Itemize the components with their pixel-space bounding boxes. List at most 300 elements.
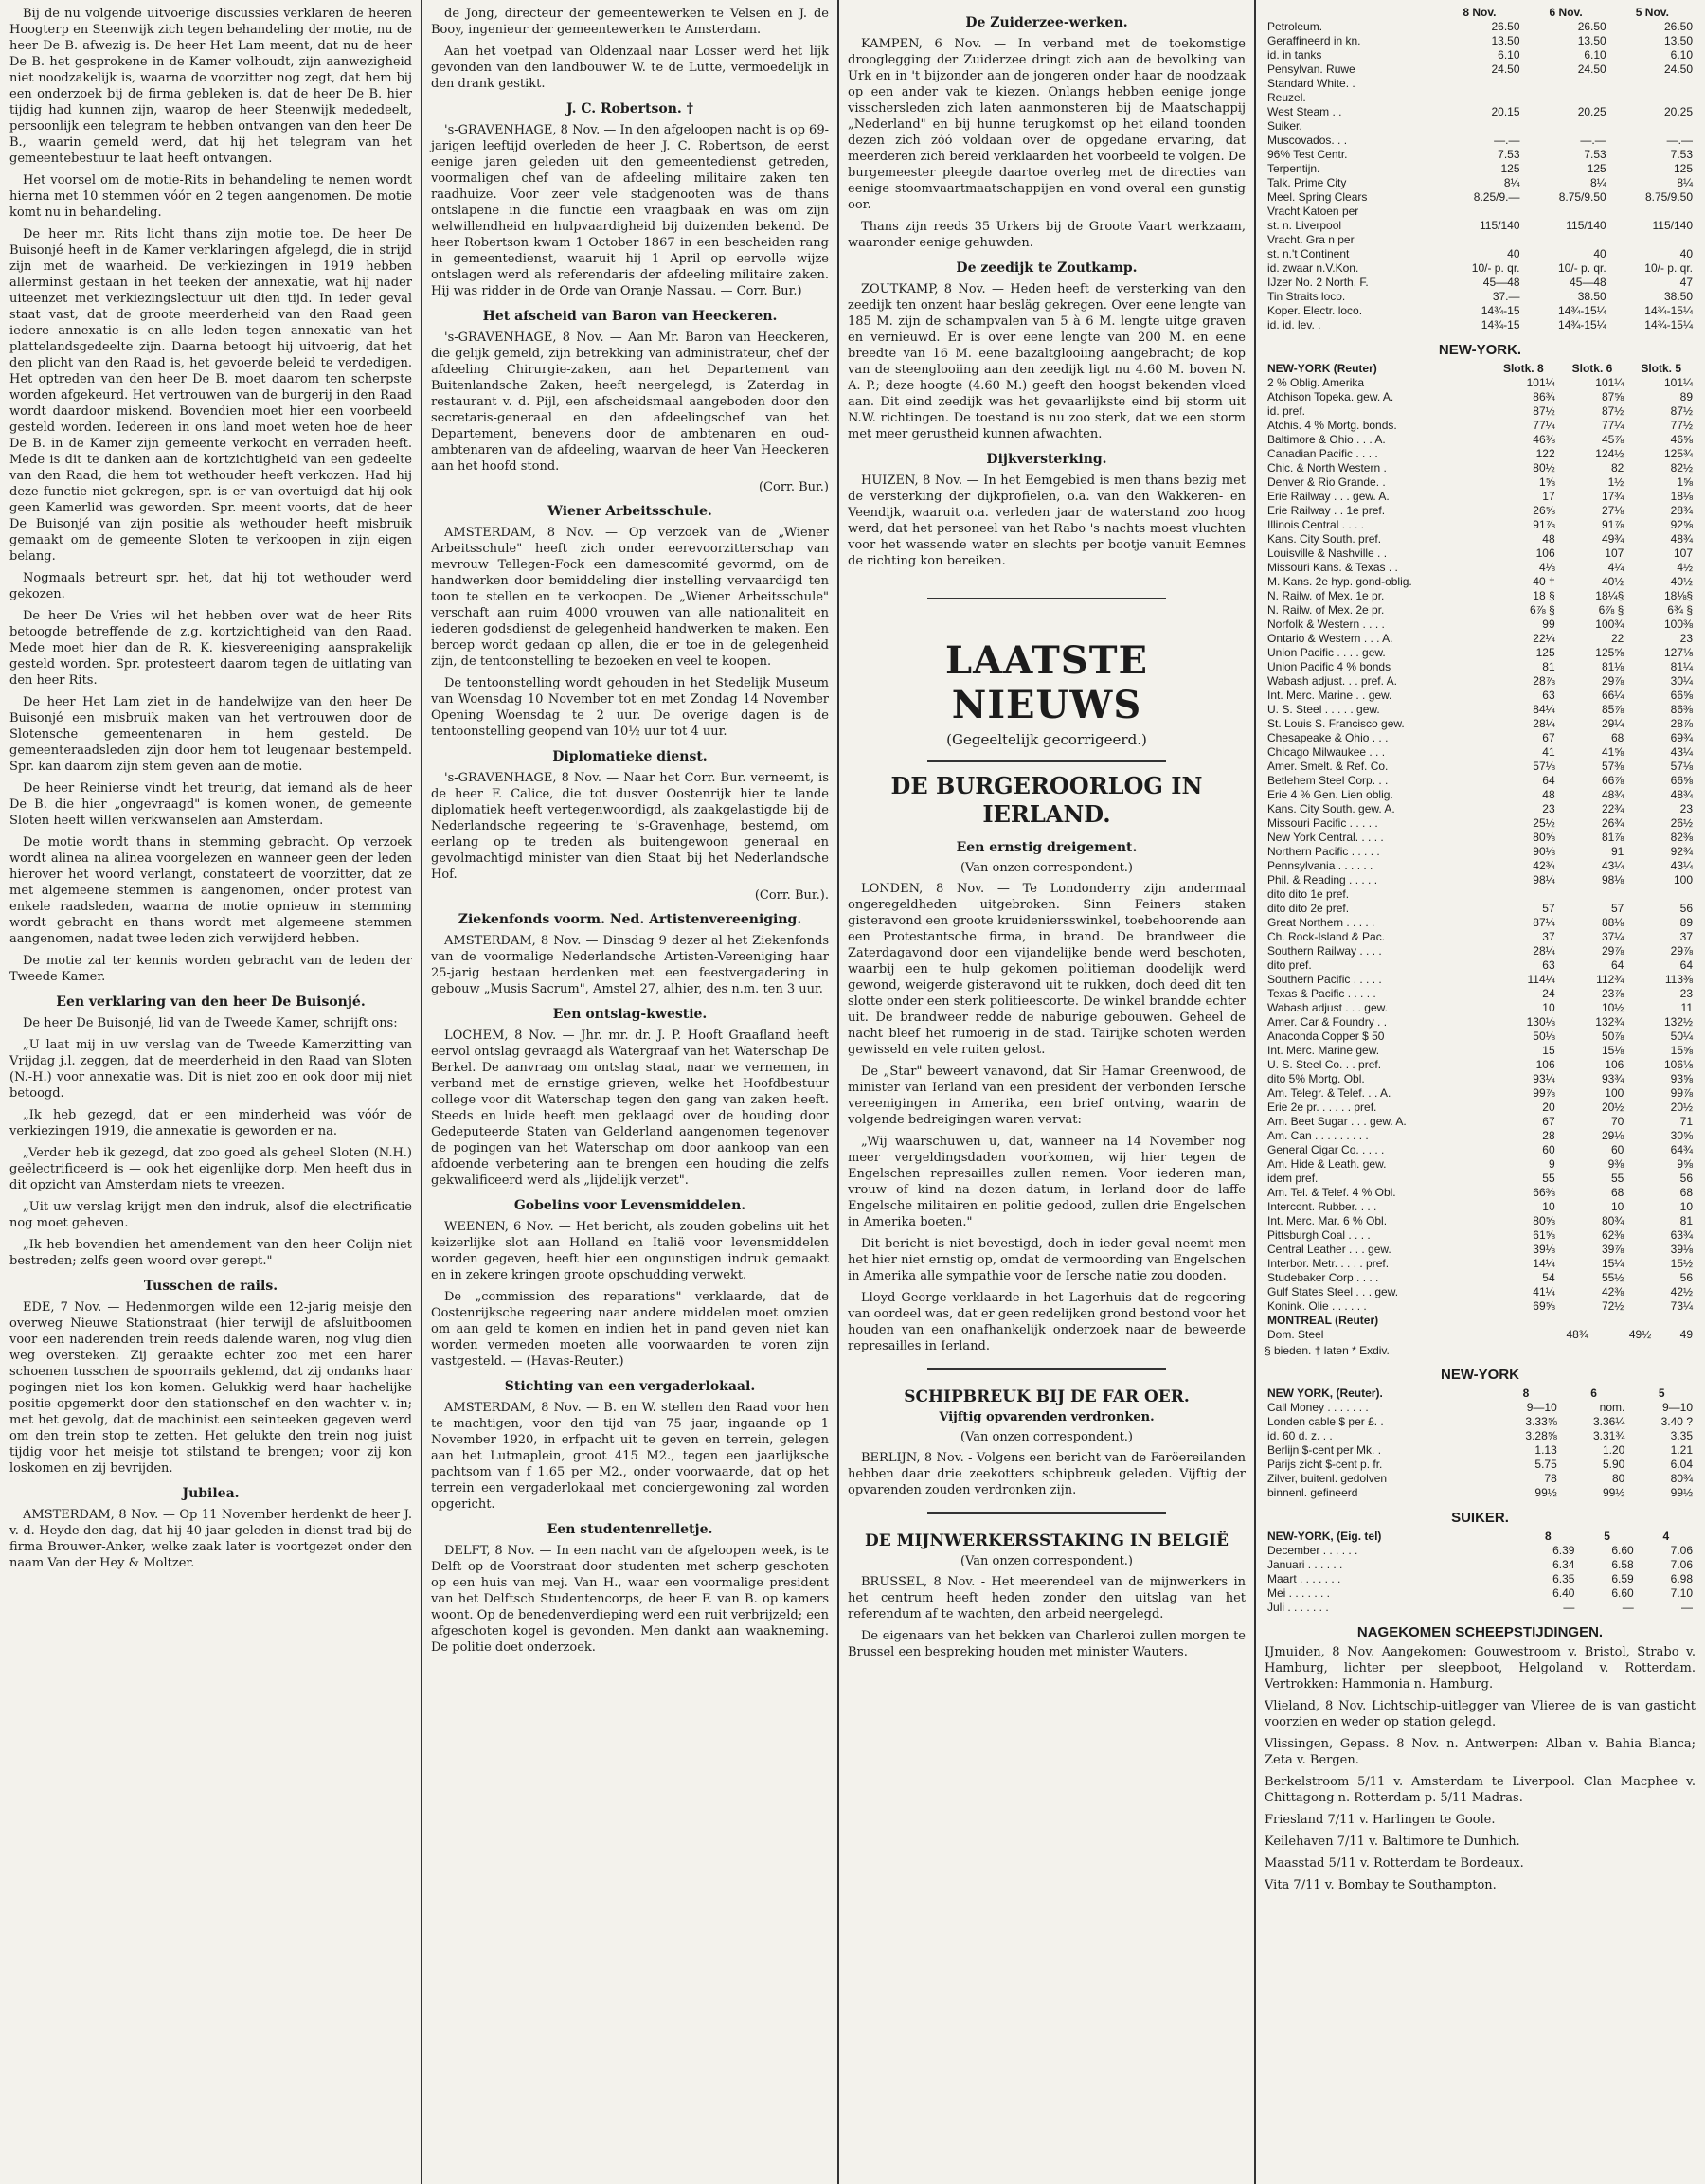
row-value: 28⅞ <box>1533 674 1555 688</box>
row-value: 6.60 <box>1611 1544 1634 1557</box>
row-value: 20.15 <box>1491 105 1520 118</box>
row-value: 10/- p. qr. <box>1644 261 1693 275</box>
stock-row <box>1265 674 1696 689</box>
row-value: 73¼ <box>1670 1299 1693 1313</box>
sugar-row <box>1265 1544 1696 1558</box>
row-value: 64¾ <box>1670 1143 1693 1156</box>
row-value: 55½ <box>1601 1271 1624 1284</box>
montreal-table <box>1265 1314 1696 1342</box>
stock-row <box>1265 774 1696 788</box>
row-value: 39⅞ <box>1601 1243 1624 1256</box>
stock-row <box>1265 1058 1696 1072</box>
article-paragraph: de Jong, directeur der gemeentewerken te Velsen en J. de Booy, ingenieur der gemeentewerken te Amsterdam. <box>431 7 829 37</box>
row-value: 127⅛ <box>1663 646 1693 659</box>
row-value: 81⅞ <box>1601 831 1624 844</box>
row-value: 45—48 <box>1570 276 1606 289</box>
stock-row <box>1265 887 1696 902</box>
shipping-heading: NAGEKOMEN SCHEEPSTIJDINGEN. <box>1356 1624 1604 1640</box>
row-value: 125¾ <box>1663 447 1693 460</box>
row-label: Int. Merc. Marine gew. <box>1267 1044 1380 1057</box>
row-value: 99½ <box>1603 1486 1625 1499</box>
row-label: Pensylvan. Ruwe <box>1267 63 1355 76</box>
row-value: 1½ <box>1607 475 1624 489</box>
row-value: 130⅛ <box>1526 1015 1555 1029</box>
row-label: Central Leather . . . gew. <box>1267 1243 1391 1256</box>
row-value: 1⅝ <box>1677 475 1693 489</box>
article-paragraph: BRUSSEL, 8 Nov. - Het meerendeel van de mijnwerkers in het centrum heeft heden zonder den uitslag van het referendum af te wachten, den arbeid neergelegd. <box>848 1575 1246 1621</box>
commodity-row <box>1265 190 1696 205</box>
row-value: 28¼ <box>1533 717 1555 730</box>
row-value: 7.10 <box>1670 1586 1693 1600</box>
row-value: 25½ <box>1533 816 1555 830</box>
row-value: 46⅜ <box>1533 433 1555 446</box>
row-value: 42¾ <box>1533 859 1555 872</box>
row-value: 3.31¾ <box>1592 1429 1625 1442</box>
article-paragraph: WEENEN, 6 Nov. — Het bericht, als zouden gobelins uit het keizerlijke slot aan Holland en Italië voor levensmiddelen worden gegeven, heeft hier een ongunstigen indruk gemaakt en in zekere kringen groote opschudding verwekt. <box>431 1220 829 1282</box>
stock-row <box>1265 1129 1696 1143</box>
row-label: Januari . . . . . . <box>1267 1558 1343 1571</box>
row-label: Talk. Prime City <box>1267 176 1347 189</box>
row-value: 24.50 <box>1491 63 1520 76</box>
row-value: 26⅝ <box>1533 504 1555 517</box>
table-header-row <box>1265 6 1696 20</box>
row-value: 78 <box>1544 1472 1557 1485</box>
row-value: 6.59 <box>1611 1572 1634 1585</box>
article-heading: Een studentenrelletje. <box>547 1522 713 1537</box>
article-paragraph: Vlieland, 8 Nov. Lichtschip-uitlegger van Vlieree de is van gasticht voorzien en weder op station gelegd. <box>1265 1699 1696 1729</box>
article-paragraph: AMSTERDAM, 8 Nov. — Op 11 November herdenkt de heer J. v. d. Heyde den dag, dat hij 40 jaar geleden in dienst trad bij de firma Brouwer-Anker, welke zaak later is voortgezet onder den naam Van der Hey & Moltzer. <box>9 1508 412 1570</box>
row-label: Am. Telegr. & Telef. . . A. <box>1267 1086 1391 1100</box>
commodities-table <box>1265 6 1696 332</box>
row-value: 92⅝ <box>1670 518 1693 531</box>
stock-row <box>1265 589 1696 603</box>
stock-row <box>1265 404 1696 419</box>
article-paragraph: „Uit uw verslag krijgt men den indruk, alsof die electrificatie nog moet geheven. <box>9 1200 412 1230</box>
article-paragraph: ZOUTKAMP, 8 Nov. — Heden heeft de versterking van den zeedijk ten onzent haar besläg gekregen. Over eene lengte van 185 M. zijn de schampvalen van 5 à 6 M. lengte uitge graven en vernieuwd. Er is over eene lengte van 200 M. en eene breedte van 16 M. eene bazaltglooiing aangebracht; de kop van de steenglooiing aan den zeedijk ligt nu 4.60 M. boven N. A. P.; deze hoogte (4.60 M.) geeft den hoogst bekenden vloed aan. Dit eind zeedijk was het gevaarlijkste eind bij storm uit N.W. richtingen. De toestand is nu zoo sterk, dat we een storm met meer gerustheid kunnen afwachten. <box>848 282 1246 441</box>
column-header <box>1654 1314 1696 1328</box>
shipwreck-subheadline: Vijftig opvarenden verdronken. <box>939 1410 1155 1424</box>
article-paragraph: AMSTERDAM, 8 Nov. — Dinsdag 9 dezer al het Ziekenfonds van de voormalige Nederlandsche Artisten-Vereeniging haar 25-jarig bestaan herdenken met een feestvergadering in gebouw „Musis Sacrum", Amstel 27, alhier, des n.m. ten 3 uur. <box>431 934 829 996</box>
row-label: General Cigar Co. . . . . <box>1267 1143 1385 1156</box>
money-row <box>1265 1443 1696 1458</box>
table-header-row <box>1265 1387 1696 1401</box>
row-label: dito 5% Mortg. Obl. <box>1267 1072 1365 1085</box>
row-value: 3.28⅝ <box>1525 1429 1557 1442</box>
row-value: 47 <box>1679 276 1693 289</box>
row-value: 9—10 <box>1661 1401 1693 1414</box>
money-row <box>1265 1486 1696 1500</box>
row-value: 7.06 <box>1670 1544 1693 1557</box>
row-label: Dom. Steel <box>1267 1328 1324 1341</box>
stock-row <box>1265 1299 1696 1314</box>
row-value: 6.60 <box>1611 1586 1634 1600</box>
row-value: 62⅜ <box>1601 1228 1624 1242</box>
sugar-heading: SUIKER. <box>1451 1510 1509 1526</box>
row-label: id. in tanks <box>1267 48 1322 62</box>
row-value: 8.75/9.50 <box>1644 190 1693 204</box>
row-value: 107 <box>1605 546 1624 560</box>
row-value: 15 <box>1542 1044 1555 1057</box>
row-value: 82⅜ <box>1670 831 1693 844</box>
row-value: 20½ <box>1670 1101 1693 1114</box>
row-value: 98¼ <box>1533 873 1555 886</box>
row-value: 10 <box>1542 1001 1555 1014</box>
row-label: Erie 2e pr. . . . . . pref. <box>1267 1101 1377 1114</box>
row-value: 49 <box>1679 1328 1693 1341</box>
row-label: Baltimore & Ohio . . . A. <box>1267 433 1386 446</box>
row-value: 63 <box>1542 689 1555 702</box>
row-value: 6¾ § <box>1667 603 1693 617</box>
row-label: Missouri Pacific . . . . . <box>1267 816 1378 830</box>
row-label: 2 % Oblig. Amerika <box>1267 376 1365 389</box>
row-value <box>1609 77 1696 91</box>
row-value: 67 <box>1542 1115 1555 1128</box>
row-value: 23 <box>1679 802 1693 815</box>
stock-row <box>1265 1044 1696 1058</box>
commodity-row <box>1265 304 1696 318</box>
row-label: St. Louis S. Francisco gew. <box>1267 717 1405 730</box>
column-header <box>1265 6 1436 20</box>
row-value: 29⅞ <box>1601 944 1624 958</box>
strike-article <box>848 1574 1246 1660</box>
row-value: 106 <box>1535 546 1555 560</box>
stocks-table <box>1265 362 1696 1314</box>
article-paragraph: De motie zal ter kennis worden gebracht van de leden der Tweede Kamer. <box>9 954 412 984</box>
row-value: 81 <box>1679 1214 1693 1227</box>
row-value: — <box>1622 1601 1634 1614</box>
row-value: 4⅛ <box>1538 561 1555 574</box>
row-value: 70 <box>1610 1115 1624 1128</box>
stock-row <box>1265 689 1696 703</box>
row-value: 57⅛ <box>1533 760 1555 773</box>
row-label: Erie 4 % Gen. Lien oblig. <box>1267 788 1393 801</box>
row-label: Am. Can . . . . . . . . . <box>1267 1129 1369 1142</box>
stock-row <box>1265 788 1696 802</box>
row-label: Geraffineerd in kn. <box>1267 34 1361 47</box>
table-header-row <box>1265 1530 1696 1544</box>
row-value: 46⅝ <box>1670 433 1693 446</box>
article-paragraph: De „commission des reparations" verklaarde, dat de Oostenrijksche regeering naar andere middelen moet omzien om aan geld te komen en indien het in pand geven niet kan worden vermeden moeten alle voorwaarden te voren zijn vastgesteld. — (Havas-Reuter.) <box>431 1290 829 1369</box>
row-value: 23 <box>1679 632 1693 645</box>
row-value: 13.50 <box>1491 34 1520 47</box>
row-value: 1.21 <box>1670 1443 1693 1457</box>
row-value: 6⅞ § <box>1529 603 1555 617</box>
row-value: 22 <box>1610 632 1624 645</box>
stock-row <box>1265 1285 1696 1299</box>
row-value <box>1436 77 1522 91</box>
article-heading: Jubilea. <box>182 1486 240 1501</box>
row-value: 125 <box>1500 162 1520 175</box>
stock-row <box>1265 1243 1696 1257</box>
row-value: 115/140 <box>1480 219 1520 232</box>
row-label: Anaconda Copper $ 50 <box>1267 1029 1385 1043</box>
column-header: 8 <box>1522 1387 1530 1400</box>
stock-row <box>1265 390 1696 404</box>
row-label: IJzer No. 2 North. F. <box>1267 276 1369 289</box>
row-label: Chic. & North Western . <box>1267 461 1387 474</box>
row-value: 6.10 <box>1498 48 1520 62</box>
stock-row <box>1265 518 1696 532</box>
row-value: 77¼ <box>1533 419 1555 432</box>
article-heading: Dijkversterking. <box>986 452 1107 467</box>
row-value: 122 <box>1535 447 1555 460</box>
article-paragraph: Berkelstroom 5/11 v. Amsterdam te Liverpool. Clan Macphee v. Chittagong n. Rotterdam p. 5/11 Madras. <box>1265 1775 1696 1805</box>
row-value: 5.75 <box>1534 1458 1557 1471</box>
row-label: 96% Test Centr. <box>1267 148 1348 161</box>
row-value: 125⅝ <box>1595 646 1624 659</box>
row-value: 27⅛ <box>1601 504 1624 517</box>
stocks-legend: § bieden. † laten * Exdiv. <box>1265 1344 1390 1357</box>
row-label: Kans. City South. gew. A. <box>1267 802 1395 815</box>
ornamental-rule <box>927 760 1166 762</box>
row-label: Konink. Olie . . . . . . <box>1267 1299 1367 1313</box>
stock-row <box>1265 618 1696 632</box>
shipping-news <box>1265 1644 1696 1893</box>
row-value <box>1436 91 1522 105</box>
article-paragraph: De heer Reinierse vindt het treurig, dat iemand als de heer De B. die hier „ongevraagd" is komen wonen, de gemeente Sloten heeft willen verkwanselen aan Amsterdam. <box>9 781 412 828</box>
row-label: M. Kans. 2e hyp. gond-oblig. <box>1267 575 1412 588</box>
money-row <box>1265 1429 1696 1443</box>
ornamental-rule <box>927 1368 1166 1370</box>
row-value: 48 <box>1542 532 1555 546</box>
row-label: Pittsburgh Coal . . . . <box>1267 1228 1371 1242</box>
row-value: 48¾ <box>1670 788 1693 801</box>
commodity-row <box>1265 219 1696 233</box>
row-label: Int. Merc. Marine . . gew. <box>1267 689 1392 702</box>
stock-row <box>1265 1200 1696 1214</box>
row-value: 10 <box>1610 1200 1624 1213</box>
row-value: 93⅝ <box>1670 1072 1693 1085</box>
row-value: 40 <box>1593 247 1606 260</box>
stock-row <box>1265 802 1696 816</box>
row-value: 8.25/9.— <box>1473 190 1520 204</box>
article-heading: Het afscheid van Baron van Heeckeren. <box>482 309 778 324</box>
article-heading: Stichting van een vergaderlokaal. <box>504 1379 756 1394</box>
row-value: 41 <box>1542 745 1555 759</box>
row-value: 48¾ <box>1566 1328 1588 1341</box>
stock-row <box>1265 660 1696 674</box>
ireland-headline: DE BURGEROORLOG IN IERLAND. <box>890 772 1203 828</box>
row-value: — <box>1681 1601 1693 1614</box>
row-value: 22¼ <box>1533 632 1555 645</box>
row-value: 6.58 <box>1611 1558 1634 1571</box>
article-credit: (Corr. Bur.). <box>754 888 829 903</box>
stock-row <box>1265 632 1696 646</box>
row-label: New York Central. . . . . <box>1267 831 1384 844</box>
row-label: Am. Beet Sugar . . . gew. A. <box>1267 1115 1407 1128</box>
row-value: 124½ <box>1595 447 1624 460</box>
article-paragraph: Nogmaals betreurt spr. het, dat hij tot wethouder werd gekozen. <box>9 571 412 601</box>
row-value: 38.50 <box>1577 290 1606 303</box>
stock-row <box>1265 376 1696 390</box>
row-label: Koper. Electr. loco. <box>1267 304 1363 317</box>
row-value: 66⅝ <box>1670 774 1693 787</box>
column-header: NEW YORK, (Reuter). <box>1267 1387 1383 1400</box>
table-header-row <box>1265 362 1696 376</box>
row-value: 88⅛ <box>1601 916 1624 929</box>
article-paragraph: Maasstad 5/11 v. Rotterdam te Bordeaux. <box>1265 1856 1524 1871</box>
sugar-table <box>1265 1530 1696 1615</box>
row-value: 38.50 <box>1663 290 1693 303</box>
row-value: 1⅝ <box>1538 475 1555 489</box>
row-value: 48¾ <box>1670 532 1693 546</box>
article-paragraph: Dit bericht is niet bevestigd, doch in ieder geval neemt men het hier niet ernstig op, omdat de vermoording van Engelschen in Amerika alle sympathie voor de Iersche natie zou dooden. <box>848 1237 1246 1283</box>
row-value: 50⅛ <box>1533 1029 1555 1043</box>
row-value: 41⅝ <box>1601 745 1624 759</box>
row-label: Wabash adjust . . . gew. <box>1267 1001 1388 1014</box>
row-value <box>1436 233 1522 247</box>
row-value: 72½ <box>1601 1299 1624 1313</box>
row-value: 63¾ <box>1670 1228 1693 1242</box>
article-paragraph: IJmuiden, 8 Nov. Aangekomen: Gouwestroom v. Bristol, Strabo v. Hamburg, lichter per sleepboot, Helgoland v. Rotterdam. Vertrokken: Hammonia n. Hamburg. <box>1265 1645 1696 1692</box>
row-label: dito pref. <box>1267 958 1312 972</box>
row-value: 9⅜ <box>1607 1157 1624 1171</box>
row-value: 28¼ <box>1533 944 1555 958</box>
ornamental-rule <box>927 598 1166 600</box>
article-paragraph: 's-GRAVENHAGE, 8 Nov. — Aan Mr. Baron van Heeckeren, die gelijk gemeld, zijn betrekking van administrateur, chef der afdeeling Chirurgie-zaken, aan het Departement van Buitenlandsche Zaken, heeft neergelegd, is Zaterdag in restaurant v. d. Pijl, een afscheidsmaal aangeboden door den secretaris-generaal en den afdeelingschef van het Departement, benevens door de ambtenaren en oud-ambtenaren van de afdeeling, waarvan de heer Van Heeckeren aan het hoofd stond. <box>431 331 829 474</box>
row-value: 99½ <box>1670 1486 1693 1499</box>
row-value: —.— <box>1666 134 1693 147</box>
article-paragraph: De „Star" beweert vanavond, dat Sir Hamar Greenwood, de minister van Ierland van een president der verbonden Iersche vereenigingen in Amerika, een brief ontving, waarin de volgende bedreigingen waren vervat: <box>848 1065 1246 1127</box>
row-value: 60 <box>1610 1143 1624 1156</box>
row-value: 3.40 ? <box>1660 1415 1693 1428</box>
article-paragraph: 's-GRAVENHAGE, 8 Nov. — Naar het Corr. Bur. verneemt, is de heer F. Calice, die tot dusver Oostenrijk hier te lande diplomatiek heeft vertegenwoordigd, als zaakgelastigde bij de Nederlandsche regeering te 's-Gravenhage, bestemd, om eerlang op te treden als buitengewoon generaal en gevolmachtigd minister van dien Staat bij het Nederlandsche Hof. <box>431 771 829 882</box>
column-header: 8 <box>1544 1530 1552 1543</box>
stock-row <box>1265 646 1696 660</box>
row-value: 57 <box>1610 902 1624 915</box>
article-paragraph: De heer Het Lam ziet in de handelwijze van den heer De Buisonjé een misbruik maken van het vertrouwen door de Slotensche gemeentenaren in hem gesteld. De gemeenteraadsleden zijn door hem tot leugenaar bestempeld. Spr. kan daarom zijn stem geven aan de motie. <box>9 695 412 774</box>
article-paragraph: De heer mr. Rits licht thans zijn motie toe. De heer De Buisonjé heeft in de Kamer verklaringen afgelegd, die in strijd zijn met de waarheid. De verkiezingen in 1919 hebben allerminst gestaan in het teeken der annexatie, wat hij nader uiteenzet met verkiezingslectuur uit dien tijd. In ieder geval staat vast, dat de groote meerderheid van den Raad geen iedere annexatie is en alle leden tegen annexatie van het plattelandsgedeelte zijn. Daarna betoogt hij uitvoerig, dat het den plicht van den Raad is, het gevoerde beleid te verdedigen. Het optreden van den heer De B. moet daarom ten scherpste worden afgekeurd. Het vertrouwen van de burgerij in den Raad wordt daardoor miskend. Bovendien moet hier een voorbeeld gesteld worden. Iedereen in ons land moet weten hoe de heer De B. in de Kamer zijn gemeente verkocht en verraden heeft. Mede is dit te danken aan de kortzichtigheid van een gedeelte van den Raad, die hem tot wethouder heeft verkozen. Had hij deze functie niet gekregen, spr. is er van overtuigd dat hij ook geen Kamerlid was geworden. Spr. meent voorts, dat de heer De Buisonjé van zijn positie als wethouder heeft misbruik gemaakt om de gemeente Sloten te verkoopen in zijn eigen belang. <box>9 227 412 564</box>
stock-row <box>1265 717 1696 731</box>
row-label: Parijs zicht $-cent p. fr. <box>1267 1458 1383 1471</box>
commodity-row <box>1265 162 1696 176</box>
column-header: NEW-YORK (Reuter) <box>1267 362 1377 375</box>
row-value: 80⅝ <box>1533 1214 1555 1227</box>
row-value: 4½ <box>1677 561 1693 574</box>
row-value: 6.40 <box>1552 1586 1575 1600</box>
row-value: 8¼ <box>1503 176 1520 189</box>
row-value <box>1523 77 1609 91</box>
row-value: 42⅜ <box>1601 1285 1624 1298</box>
row-value: 99⅞ <box>1670 1086 1693 1100</box>
article-paragraph: De heer De Buisonjé, lid van de Tweede Kamer, schrijft ons: <box>23 1016 398 1030</box>
row-label: st. n.'t Continent <box>1267 247 1350 260</box>
article-paragraph: De tentoonstelling wordt gehouden in het Stedelijk Museum van Woensdag 10 November tot en met Zondag 14 November Opening Woensdag te 2 uur. De overige dagen is de tentoonstelling geopend van 10½ uur tot 4 uur. <box>431 676 829 739</box>
row-value: 67 <box>1542 731 1555 744</box>
article-paragraph: AMSTERDAM, 8 Nov. — B. en W. stellen den Raad voor hen te machtigen, voor den tijd van 75 jaar, ingaande op 1 November 1920, in erfpacht uit te geven en terrein, gelegen aan het Lutmaplein, groot 415 M2., tegen een jaarlijksche pachtsom van f 1.65 per M2., onder voorwaarde, dat op het terrein een vergaderlokaal met conciergewoning zal worden opgericht. <box>431 1401 829 1512</box>
row-value: 23 <box>1679 987 1693 1000</box>
row-value: 29⅞ <box>1601 674 1624 688</box>
row-value: 93¾ <box>1601 1072 1624 1085</box>
row-value: 26¾ <box>1601 816 1624 830</box>
article-heading: De Zuiderzee-werken. <box>965 15 1128 30</box>
article-paragraph: Het voorsel om de motie-Rits in behandeling te nemen wordt hierna met 10 stemmen vóór en 2 tegen aangenomen. De motie komt nu in behandeling. <box>9 173 412 220</box>
row-value: 80¾ <box>1601 1214 1624 1227</box>
row-value: 24.50 <box>1663 63 1693 76</box>
column-header: 6 Nov. <box>1549 6 1583 19</box>
article-paragraph: Aan het voetpad van Oldenzaal naar Losser werd het lijk gevonden van den landbouwer W. te de Lutte, vermoedelijk in den drank gestikt. <box>431 45 829 91</box>
row-label: Ch. Rock-Island & Pac. <box>1267 930 1386 943</box>
shipwreck-headline: SCHIPBREUK BIJ DE FAR OER. <box>904 1387 1190 1406</box>
article-heading: Tusschen de rails. <box>143 1279 278 1294</box>
stock-row <box>1265 845 1696 859</box>
row-value <box>1523 205 1609 219</box>
row-value: 49½ <box>1628 1328 1652 1341</box>
column-4-market <box>1255 0 1705 2184</box>
column-3-articles <box>848 15 1246 569</box>
stock-row <box>1265 816 1696 831</box>
stock-row <box>1265 1257 1696 1271</box>
row-value: 40½ <box>1670 575 1693 588</box>
row-value: 98⅛ <box>1601 873 1624 886</box>
row-value: 26.50 <box>1663 20 1693 33</box>
row-label: dito dito 2e pref. <box>1267 902 1350 915</box>
column-header: 8 Nov. <box>1463 6 1497 19</box>
row-label: Vracht. Gra n per <box>1267 233 1355 246</box>
row-value: 5.90 <box>1603 1458 1625 1471</box>
row-value: 9 <box>1548 1157 1555 1171</box>
column-header <box>1528 1314 1590 1328</box>
ornamental-rule <box>927 1512 1166 1514</box>
row-value: 30⅝ <box>1670 1129 1693 1142</box>
latest-news-subheading: (Gegeeltelijk gecorrigeerd.) <box>946 731 1147 748</box>
row-value: 23 <box>1542 802 1555 815</box>
sugar-row <box>1265 1586 1696 1601</box>
row-value <box>1609 91 1696 105</box>
article-heading: Ziekenfonds voorm. Ned. Artistenvereeniging. <box>458 912 802 927</box>
row-value: 86¾ <box>1533 390 1555 403</box>
stock-row <box>1265 475 1696 490</box>
row-label: Chesapeake & Ohio . . . <box>1267 731 1389 744</box>
stock-row <box>1265 603 1696 618</box>
row-label: Chicago Milwaukee . . . <box>1267 745 1386 759</box>
article-paragraph: LONDEN, 8 Nov. — Te Londonderry zijn andermaal ongeregeldheden uitgebroken. Sinn Feiners staken gisteravond een groote kruideniersswinkel, toebehoorende aan een Protestantsche firma, in brand. De brandweer die Zaterdagavond door een vijandelijke bende werd beschoten, waarbij een te hulp gekomen politieman doodelijk werd gewond, weigerde gisteravond uit te rukken, doch deed dit ten slotte onder een sterk politieescorte. De winkel brandde echter uit. De brandweer redde de naburige gebouwen. Geheel de nacht bleef het rumoerig in de stad. Tairijke schoten werden gewisseld en vele ruiten gelost. <box>848 882 1246 1057</box>
row-value: 1.20 <box>1603 1443 1625 1457</box>
commodity-row <box>1265 261 1696 276</box>
row-value: 8¼ <box>1677 176 1693 189</box>
stock-row <box>1265 1143 1696 1157</box>
row-value: 50¼ <box>1670 1029 1693 1043</box>
row-value: 43¼ <box>1670 859 1693 872</box>
row-value: 66¼ <box>1601 689 1624 702</box>
row-value: 125 <box>1535 646 1555 659</box>
row-label: Intercont. Rubber. . . . <box>1267 1200 1377 1213</box>
row-value: 100 <box>1605 1086 1624 1100</box>
row-label: Atchis. 4 % Mortg. bonds. <box>1267 419 1397 432</box>
row-value: 23⅞ <box>1601 987 1624 1000</box>
row-value: 93¼ <box>1533 1072 1555 1085</box>
row-value: nom. <box>1599 1401 1625 1414</box>
stock-row <box>1265 930 1696 944</box>
row-value: 17¾ <box>1601 490 1624 503</box>
row-label: Amer. Car & Foundry . . <box>1267 1015 1388 1029</box>
row-label: Northern Pacific . . . . . <box>1267 845 1380 858</box>
row-label: Zilver, buitenl. gedolven <box>1267 1472 1388 1485</box>
row-label: id. zwaar n.V.Kon. <box>1267 261 1359 275</box>
row-value <box>1436 119 1522 134</box>
row-value: — <box>1563 1601 1575 1614</box>
row-value: 112¾ <box>1596 973 1624 986</box>
article-paragraph: Vlissingen, Gepass. 8 Nov. n. Antwerpen: Alban v. Bahia Blanca; Zeta v. Bergen. <box>1265 1737 1696 1767</box>
row-value: 42½ <box>1670 1285 1693 1298</box>
row-value: 8.75/9.50 <box>1558 190 1606 204</box>
row-value: 54 <box>1542 1271 1555 1284</box>
stock-row <box>1265 504 1696 518</box>
row-value: 87⅝ <box>1601 390 1624 403</box>
stock-row <box>1265 1157 1696 1172</box>
column-header: 5 <box>1604 1530 1610 1543</box>
article-paragraph: HUIZEN, 8 Nov. — In het Eemgebied is men thans bezig met de versterking der dijkprofielen, o.a. van den Wakkeren- en Veendijk, waaruit o.a. verleden jaar de waterstand zoo hoog werd, dat het personeel van het Rabo 's nachts moest vluchten voor het wassende water en slechts per bootje vanuit Eemnes de richting kon bereiken. <box>848 474 1246 568</box>
